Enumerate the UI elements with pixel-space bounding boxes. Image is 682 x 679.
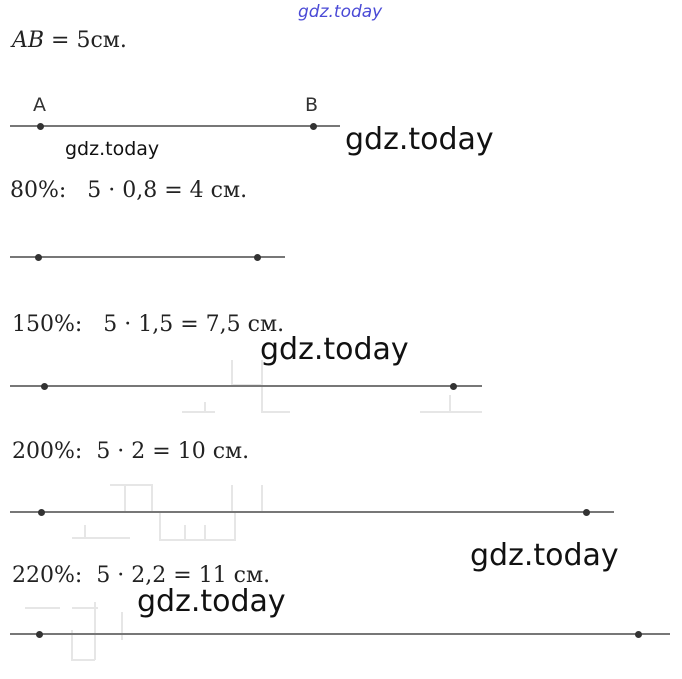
segment-80-end-dot — [254, 254, 261, 261]
watermark-small: gdz.today — [65, 138, 160, 160]
row-220-formula: 5 · 2,2 = 11 см. — [96, 563, 271, 588]
segment-220 — [10, 633, 670, 635]
given-rhs: = 5см. — [44, 28, 127, 53]
watermark-top: gdz.today — [298, 2, 383, 22]
given-lhs: AB — [12, 28, 45, 53]
row-150-formula: 5 · 1,5 = 7,5 см. — [103, 312, 285, 337]
point-b-dot — [310, 123, 317, 130]
given-equation — [12, 28, 127, 53]
watermark-3: gdz.today — [470, 538, 619, 573]
segment-150-end-dot — [450, 383, 457, 390]
segment-220-start-dot — [36, 631, 43, 638]
point-label-b: B — [305, 94, 319, 116]
row-200-formula: 5 · 2 = 10 см. — [96, 439, 250, 464]
watermark-1: gdz.today — [345, 122, 494, 157]
row-150-percent: 150%: — [12, 312, 83, 337]
segment-ab — [10, 125, 340, 127]
row-80-equation — [10, 178, 247, 203]
row-80-formula: 5 · 0,8 = 4 см. — [87, 178, 248, 203]
segment-80-start-dot — [35, 254, 42, 261]
point-label-a: A — [33, 94, 46, 116]
watermark-4: gdz.today — [137, 584, 286, 619]
segment-150 — [10, 385, 482, 387]
row-200-percent: 200%: — [12, 439, 83, 464]
segment-80 — [10, 256, 285, 258]
row-80-percent: 80%: — [10, 178, 67, 203]
segment-220-end-dot — [635, 631, 642, 638]
point-a-dot — [37, 123, 44, 130]
row-200-equation — [12, 439, 249, 464]
segment-200-start-dot — [38, 509, 45, 516]
watermark-2: gdz.today — [260, 332, 409, 367]
segment-200 — [10, 511, 614, 513]
segment-200-end-dot — [583, 509, 590, 516]
row-220-equation — [12, 563, 270, 588]
segment-150-start-dot — [41, 383, 48, 390]
row-150-equation — [12, 312, 284, 337]
row-220-percent: 220%: — [12, 563, 83, 588]
